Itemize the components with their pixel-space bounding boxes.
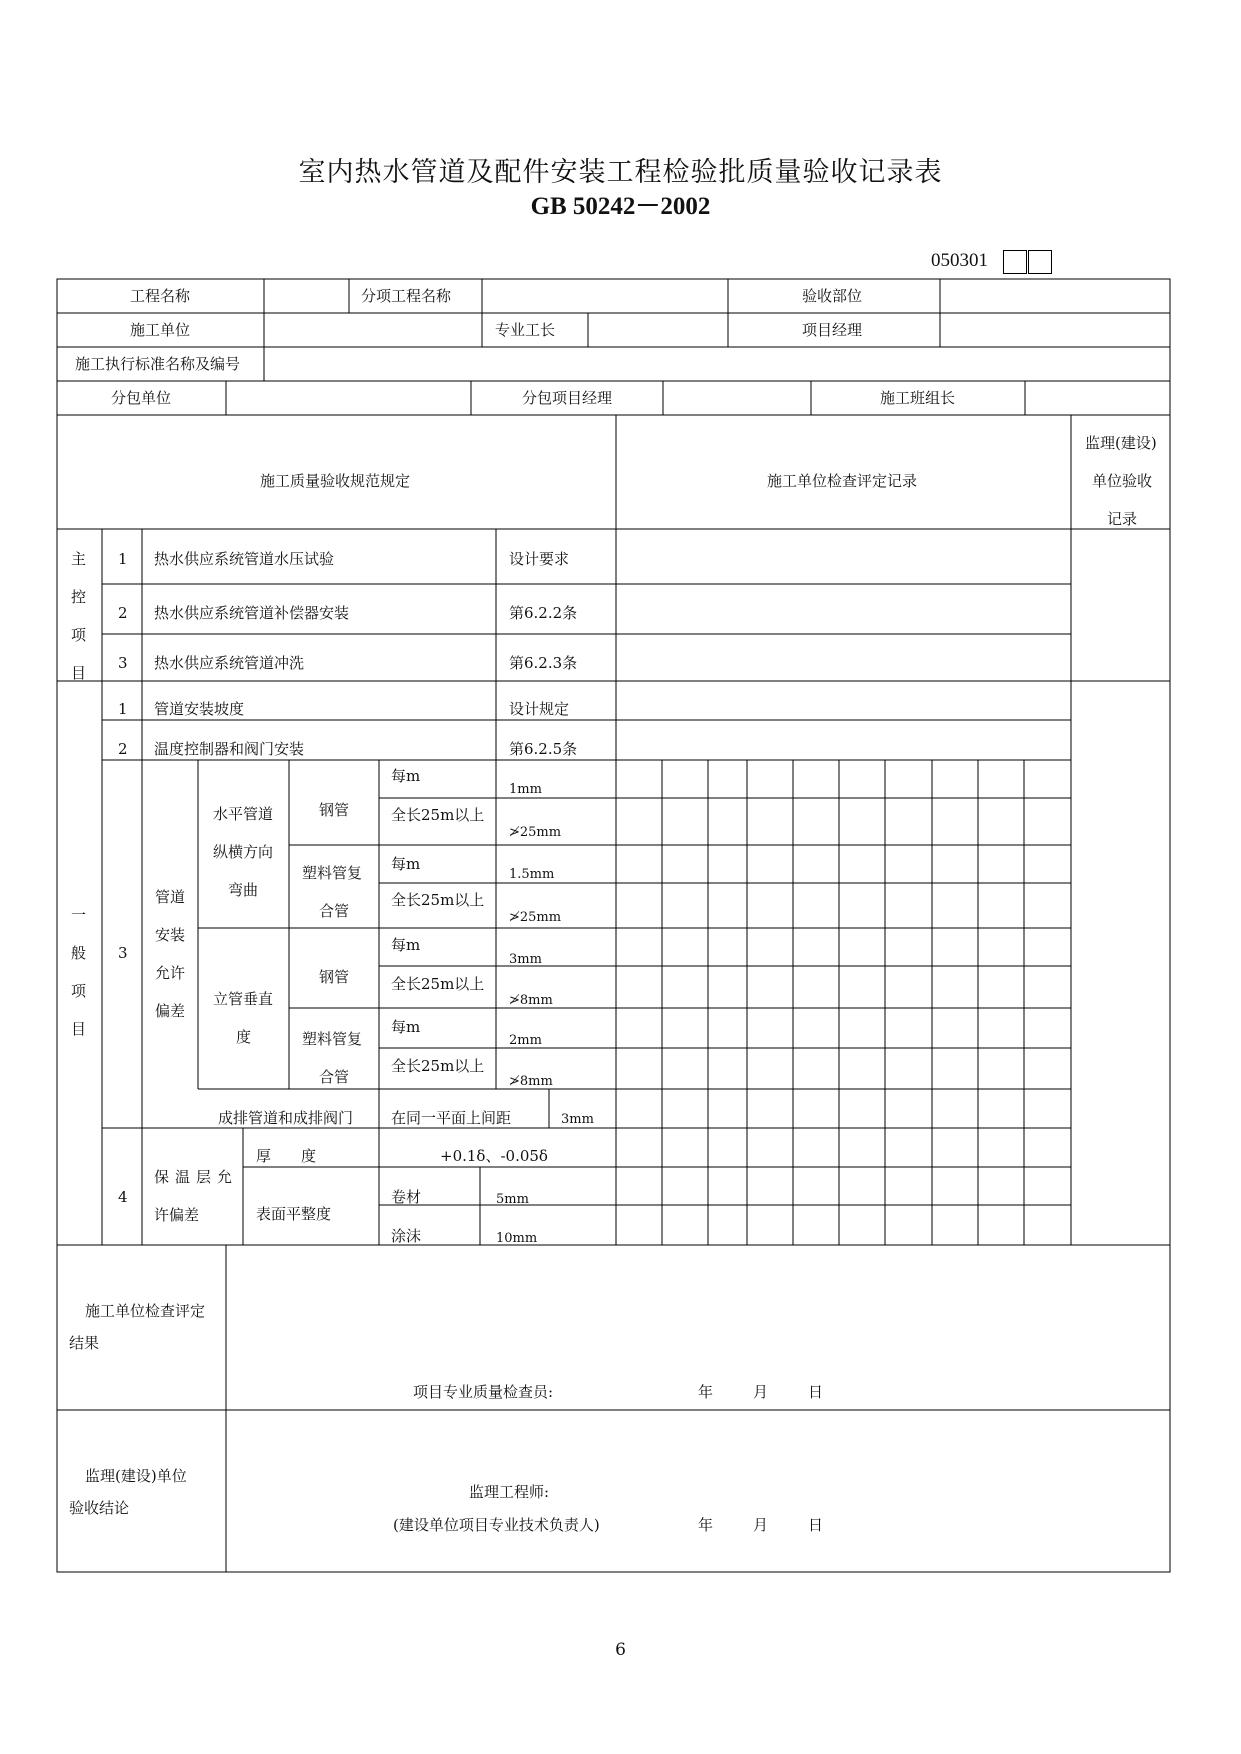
supervision-month: 月 xyxy=(753,1516,769,1534)
item4-no: 4 xyxy=(118,1188,128,1206)
flatness-label: 表面平整度 xyxy=(256,1205,332,1223)
h-plastic-per-m: 每m xyxy=(391,855,421,873)
main-row-1-no: 1 xyxy=(118,550,128,568)
standard-label: 施工执行标准名称及编号 xyxy=(75,355,241,373)
paint-label: 涂沫 xyxy=(391,1227,422,1245)
h-plastic-full-value: ≯25mm xyxy=(509,910,562,925)
vertical-label-2: 度 xyxy=(236,1028,252,1046)
vertical-label-1: 立管垂直 xyxy=(213,990,274,1008)
supervision-header-line-3: 记录 xyxy=(1107,510,1138,528)
h-steel-per-m: 每m xyxy=(391,767,421,785)
v-steel-m-value: 3mm xyxy=(509,952,542,967)
thickness-value: +0.1δ、-0.05δ xyxy=(440,1147,548,1165)
result-label-2: 结果 xyxy=(69,1334,100,1352)
engineer-label: 监理工程师: xyxy=(469,1483,550,1501)
standard-code: GB 50242－2002 xyxy=(530,193,711,220)
item3-no: 3 xyxy=(118,944,128,962)
h-plastic-label-2: 合管 xyxy=(319,902,350,920)
sub-pm-label: 分包项目经理 xyxy=(522,389,613,407)
v-plastic-label-2: 合管 xyxy=(319,1068,350,1086)
main-row-3-no: 3 xyxy=(118,654,128,672)
row-pipe-value: 3mm xyxy=(561,1112,594,1127)
general-row-2-no: 2 xyxy=(118,740,128,758)
foreman-label: 专业工长 xyxy=(495,321,556,339)
horizontal-label-1: 水平管道 xyxy=(213,805,274,823)
project-manager-label: 项目经理 xyxy=(802,321,863,339)
general-row-2-item: 温度控制器和阀门安装 xyxy=(154,740,305,758)
roll-label: 卷材 xyxy=(391,1188,422,1206)
main-row-3-item: 热水供应系统管道冲洗 xyxy=(154,654,305,672)
h-steel-full-value: ≯25mm xyxy=(509,825,562,840)
subcontractor-label: 分包单位 xyxy=(111,389,172,407)
result-day: 日 xyxy=(808,1383,824,1401)
v-steel-per-m: 每m xyxy=(391,936,421,954)
supervision-header-line-2: 单位验收 xyxy=(1092,472,1153,490)
h-steel-label: 钢管 xyxy=(319,801,350,819)
v-plastic-label-1: 塑料管复 xyxy=(302,1030,363,1048)
thickness-label: 厚 度 xyxy=(256,1147,317,1165)
team-leader-label: 施工班组长 xyxy=(880,389,956,407)
supervision-header-line-1: 监理(建设) xyxy=(1085,434,1157,452)
horizontal-label-3: 弯曲 xyxy=(228,881,259,899)
main-row-2-item: 热水供应系统管道补偿器安装 xyxy=(154,604,350,622)
result-month: 月 xyxy=(753,1383,769,1401)
supervision-year: 年 xyxy=(698,1516,714,1534)
v-plastic-m-value: 2mm xyxy=(509,1033,542,1048)
project-name-label: 工程名称 xyxy=(130,287,191,305)
v-plastic-per-m: 每m xyxy=(391,1018,421,1036)
h-steel-m-value: 1mm xyxy=(509,782,542,797)
owner-label: (建设单位项目专业技术负责人) xyxy=(393,1516,600,1534)
general-row-1-item: 管道安装坡度 xyxy=(154,700,245,718)
row-pipe-label: 成排管道和成排阀门 xyxy=(218,1109,354,1127)
main-row-2-no: 2 xyxy=(118,604,128,622)
form-code: 050301 xyxy=(931,250,988,271)
item3-group-3: 允许 xyxy=(155,964,186,982)
spec-column-header: 施工质量验收规范规定 xyxy=(260,472,411,490)
construction-unit-label: 施工单位 xyxy=(130,321,191,339)
h-plastic-label-1: 塑料管复 xyxy=(302,864,363,882)
main-label-3: 项 xyxy=(71,626,87,644)
sub-item-label: 分项工程名称 xyxy=(361,287,452,305)
v-plastic-full: 全长25m以上 xyxy=(391,1057,485,1075)
paint-value: 10mm xyxy=(496,1231,538,1246)
main-label-1: 主 xyxy=(71,550,87,568)
check-record-column-header: 施工单位检查评定记录 xyxy=(767,472,918,490)
item3-group-4: 偏差 xyxy=(155,1002,186,1020)
main-row-3-req: 第6.2.3条 xyxy=(509,654,578,672)
v-plastic-full-value: ≯8mm xyxy=(509,1074,553,1089)
h-plastic-full: 全长25m以上 xyxy=(391,891,485,909)
general-label-3: 项 xyxy=(71,982,87,1000)
main-row-1-req: 设计要求 xyxy=(509,550,570,568)
general-label-1: 一 xyxy=(71,906,87,924)
v-steel-label: 钢管 xyxy=(319,968,350,986)
roll-value: 5mm xyxy=(496,1192,529,1207)
acceptance-part-label: 验收部位 xyxy=(802,287,863,305)
main-row-1-item: 热水供应系统管道水压试验 xyxy=(154,550,335,568)
general-label-2: 般 xyxy=(71,944,87,962)
supervision-day: 日 xyxy=(808,1516,824,1534)
h-plastic-m-value: 1.5mm xyxy=(509,867,555,882)
result-year: 年 xyxy=(698,1383,714,1401)
item3-group-1: 管道 xyxy=(155,888,186,906)
page-number: 6 xyxy=(615,1640,626,1660)
main-row-2-req: 第6.2.2条 xyxy=(509,604,578,622)
general-row-2-req: 第6.2.5条 xyxy=(509,740,578,758)
supervision-result-label-2: 验收结论 xyxy=(69,1499,130,1517)
main-label-4: 目 xyxy=(71,664,87,682)
general-row-1-req: 设计规定 xyxy=(509,700,570,718)
result-label-1: 施工单位检查评定 xyxy=(85,1302,206,1320)
h-steel-full: 全长25m以上 xyxy=(391,806,485,824)
item4-group-2: 许偏差 xyxy=(154,1206,200,1224)
horizontal-label-2: 纵横方向 xyxy=(213,843,274,861)
v-steel-full: 全长25m以上 xyxy=(391,975,485,993)
general-row-1-no: 1 xyxy=(118,700,128,718)
general-label-4: 目 xyxy=(71,1020,87,1038)
inspector-label: 项目专业质量检查员: xyxy=(413,1383,554,1401)
row-pipe-condition: 在同一平面上间距 xyxy=(391,1109,512,1127)
supervision-result-label-1: 监理(建设)单位 xyxy=(85,1467,187,1485)
item3-group-2: 安装 xyxy=(155,926,186,944)
item4-group-1: 保温层允 xyxy=(154,1168,239,1186)
main-label-2: 控 xyxy=(71,588,87,606)
v-steel-full-value: ≯8mm xyxy=(509,993,553,1008)
page-title: 室内热水管道及配件安装工程检验批质量验收记录表 xyxy=(298,157,943,188)
